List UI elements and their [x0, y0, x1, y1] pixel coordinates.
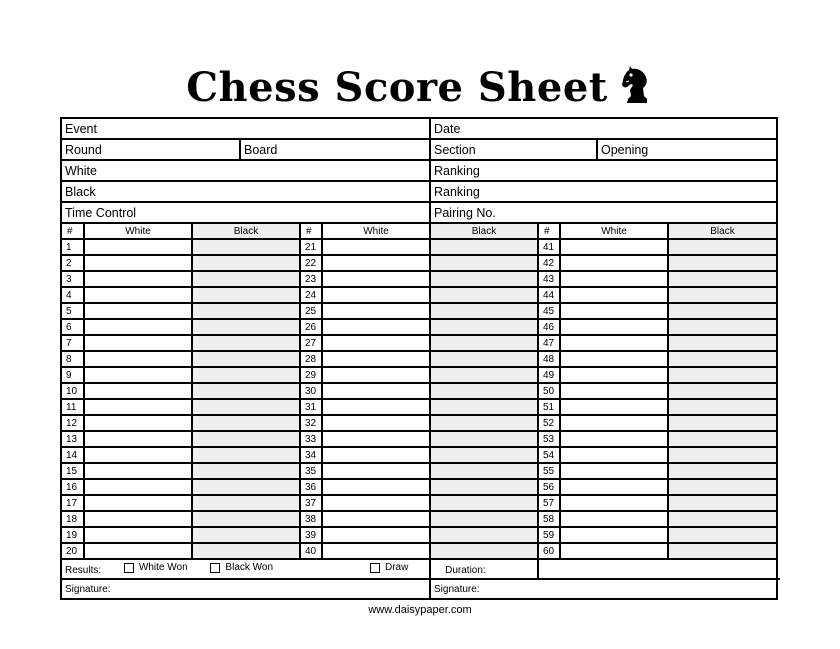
black-move-cell[interactable] [668, 255, 776, 271]
black-move-cell[interactable] [668, 287, 776, 303]
move-number-header: # [538, 224, 560, 239]
white-move-cell[interactable] [322, 255, 430, 271]
black-move-header: Black [430, 224, 538, 239]
move-number: 12 [62, 415, 84, 431]
move-row [62, 495, 776, 511]
white-move-cell[interactable] [322, 447, 430, 463]
white-move-cell[interactable] [84, 495, 192, 511]
black-move-cell[interactable] [192, 479, 300, 495]
board-field[interactable]: Board [240, 139, 430, 160]
black-move-cell[interactable] [192, 335, 300, 351]
white-move-cell[interactable] [322, 271, 430, 287]
move-number: 36 [300, 479, 322, 495]
event-field[interactable]: Event [62, 119, 430, 139]
page-title [0, 62, 840, 119]
white-move-cell[interactable] [322, 287, 430, 303]
white-move-cell[interactable] [84, 399, 192, 415]
black-move-cell[interactable] [430, 271, 538, 287]
white-move-cell[interactable] [560, 319, 668, 335]
move-number: 47 [538, 335, 560, 351]
black-move-cell[interactable] [192, 495, 300, 511]
white-move-cell[interactable] [84, 447, 192, 463]
white-move-cell[interactable] [322, 511, 430, 527]
move-row [62, 351, 776, 367]
move-number: 32 [300, 415, 322, 431]
chess-knight-icon [620, 66, 654, 119]
black-move-cell[interactable] [668, 383, 776, 399]
move-number: 16 [62, 479, 84, 495]
move-number: 38 [300, 511, 322, 527]
move-number: 41 [538, 239, 560, 255]
black-move-cell[interactable] [192, 367, 300, 383]
black-move-cell[interactable] [668, 271, 776, 287]
black-ranking-field[interactable]: Ranking [430, 181, 776, 202]
move-row [62, 319, 776, 335]
black-player-field[interactable]: Black [62, 181, 430, 202]
moves-header-row [62, 224, 776, 239]
black-move-cell[interactable] [430, 527, 538, 543]
black-move-cell[interactable] [668, 463, 776, 479]
white-ranking-field[interactable]: Ranking [430, 160, 776, 181]
white-move-cell[interactable] [560, 431, 668, 447]
move-number-header: # [62, 224, 84, 239]
white-move-cell[interactable] [560, 479, 668, 495]
black-move-cell[interactable] [192, 255, 300, 271]
move-number: 55 [538, 463, 560, 479]
white-move-cell[interactable] [84, 335, 192, 351]
move-number: 59 [538, 527, 560, 543]
move-number: 39 [300, 527, 322, 543]
black-move-cell[interactable] [430, 479, 538, 495]
white-move-cell[interactable] [322, 319, 430, 335]
white-move-cell[interactable] [560, 383, 668, 399]
move-number: 26 [300, 319, 322, 335]
black-move-cell[interactable] [668, 351, 776, 367]
white-move-cell[interactable] [84, 287, 192, 303]
black-move-cell[interactable] [192, 271, 300, 287]
move-number: 1 [62, 239, 84, 255]
move-number: 35 [300, 463, 322, 479]
white-move-cell[interactable] [84, 319, 192, 335]
black-move-cell[interactable] [192, 511, 300, 527]
white-move-cell[interactable] [322, 495, 430, 511]
move-row [62, 543, 776, 559]
black-move-cell[interactable] [192, 399, 300, 415]
white-move-header: White [560, 224, 668, 239]
white-move-cell[interactable] [84, 543, 192, 559]
move-number: 54 [538, 447, 560, 463]
white-move-cell[interactable] [84, 383, 192, 399]
move-number: 21 [300, 239, 322, 255]
white-move-cell[interactable] [560, 239, 668, 255]
black-won-checkbox[interactable] [210, 562, 273, 573]
white-move-cell[interactable] [322, 335, 430, 351]
move-row [62, 239, 776, 255]
black-move-header: Black [668, 224, 776, 239]
move-row [62, 527, 776, 543]
black-move-cell[interactable] [430, 543, 538, 559]
white-move-cell[interactable] [560, 351, 668, 367]
move-number: 2 [62, 255, 84, 271]
white-move-cell[interactable] [322, 367, 430, 383]
move-row [62, 399, 776, 415]
move-number: 37 [300, 495, 322, 511]
white-move-cell[interactable] [322, 543, 430, 559]
white-move-cell[interactable] [560, 255, 668, 271]
move-number: 10 [62, 383, 84, 399]
black-move-cell[interactable] [192, 287, 300, 303]
white-move-cell[interactable] [84, 239, 192, 255]
black-move-cell[interactable] [668, 543, 776, 559]
black-move-cell[interactable] [430, 447, 538, 463]
white-move-cell[interactable] [560, 303, 668, 319]
move-row [62, 415, 776, 431]
move-number: 40 [300, 543, 322, 559]
white-move-cell[interactable] [84, 351, 192, 367]
results-label: Results: [65, 564, 102, 576]
black-move-cell[interactable] [668, 431, 776, 447]
move-number: 45 [538, 303, 560, 319]
time-control-field[interactable]: Time Control [62, 202, 430, 223]
checkbox-icon [210, 563, 220, 573]
white-move-cell[interactable] [84, 511, 192, 527]
white-move-cell[interactable] [84, 479, 192, 495]
signature-table [62, 580, 780, 598]
black-move-cell[interactable] [430, 431, 538, 447]
opening-field[interactable]: Opening [597, 139, 776, 160]
white-move-cell[interactable] [84, 415, 192, 431]
move-row [62, 479, 776, 495]
white-move-header: White [322, 224, 430, 239]
move-number: 17 [62, 495, 84, 511]
white-move-cell[interactable] [322, 431, 430, 447]
move-number: 52 [538, 415, 560, 431]
move-number: 43 [538, 271, 560, 287]
white-move-cell[interactable] [322, 303, 430, 319]
black-move-cell[interactable] [192, 303, 300, 319]
black-won-label: Black Won [225, 562, 274, 574]
signature-right-field[interactable]: Signature: [434, 583, 480, 595]
black-move-cell[interactable] [192, 351, 300, 367]
move-number: 3 [62, 271, 84, 287]
results-table [62, 560, 780, 580]
checkbox-icon [370, 563, 380, 573]
move-number: 53 [538, 431, 560, 447]
move-number: 48 [538, 351, 560, 367]
white-move-cell[interactable] [84, 271, 192, 287]
black-move-cell[interactable] [192, 463, 300, 479]
score-sheet [60, 117, 778, 600]
move-number: 7 [62, 335, 84, 351]
black-move-cell[interactable] [430, 383, 538, 399]
move-number: 44 [538, 287, 560, 303]
game-info-table [62, 119, 776, 224]
move-number: 34 [300, 447, 322, 463]
white-move-cell[interactable] [84, 367, 192, 383]
white-move-cell[interactable] [322, 463, 430, 479]
black-move-cell[interactable] [430, 319, 538, 335]
checkbox-icon [124, 563, 134, 573]
move-row [62, 511, 776, 527]
black-move-header: Black [192, 224, 300, 239]
move-number: 18 [62, 511, 84, 527]
black-move-cell[interactable] [668, 399, 776, 415]
draw-checkbox[interactable] [370, 562, 408, 573]
move-number: 13 [62, 431, 84, 447]
move-number: 51 [538, 399, 560, 415]
white-move-cell[interactable] [560, 367, 668, 383]
move-number: 5 [62, 303, 84, 319]
move-number: 31 [300, 399, 322, 415]
black-move-cell[interactable] [430, 335, 538, 351]
move-number: 27 [300, 335, 322, 351]
duration-field[interactable] [538, 560, 780, 579]
white-move-cell[interactable] [560, 447, 668, 463]
black-move-cell[interactable] [430, 495, 538, 511]
move-number: 58 [538, 511, 560, 527]
white-move-cell[interactable] [560, 511, 668, 527]
move-number: 15 [62, 463, 84, 479]
white-move-cell[interactable] [322, 479, 430, 495]
black-move-cell[interactable] [430, 287, 538, 303]
duration-label: Duration: [445, 564, 486, 576]
move-number: 56 [538, 479, 560, 495]
move-row [62, 463, 776, 479]
black-move-cell[interactable] [668, 527, 776, 543]
white-move-cell[interactable] [560, 495, 668, 511]
black-move-cell[interactable] [192, 431, 300, 447]
move-row [62, 447, 776, 463]
white-move-cell[interactable] [84, 463, 192, 479]
white-move-cell[interactable] [560, 527, 668, 543]
move-number: 25 [300, 303, 322, 319]
white-move-cell[interactable] [560, 399, 668, 415]
white-move-cell[interactable] [322, 399, 430, 415]
black-move-cell[interactable] [668, 415, 776, 431]
move-number: 28 [300, 351, 322, 367]
black-move-cell[interactable] [192, 239, 300, 255]
moves-table [62, 224, 776, 560]
move-number: 9 [62, 367, 84, 383]
black-move-cell[interactable] [430, 351, 538, 367]
black-move-cell[interactable] [430, 399, 538, 415]
black-move-cell[interactable] [668, 367, 776, 383]
black-move-cell[interactable] [430, 415, 538, 431]
white-move-cell[interactable] [84, 255, 192, 271]
white-move-cell[interactable] [560, 543, 668, 559]
move-number: 11 [62, 399, 84, 415]
white-move-cell[interactable] [560, 415, 668, 431]
black-move-cell[interactable] [668, 303, 776, 319]
move-number: 29 [300, 367, 322, 383]
move-number: 20 [62, 543, 84, 559]
black-move-cell[interactable] [668, 319, 776, 335]
move-row [62, 303, 776, 319]
white-move-cell[interactable] [560, 287, 668, 303]
move-row [62, 335, 776, 351]
black-move-cell[interactable] [668, 495, 776, 511]
move-number: 23 [300, 271, 322, 287]
move-row [62, 431, 776, 447]
black-move-cell[interactable] [192, 415, 300, 431]
black-move-cell[interactable] [668, 239, 776, 255]
black-move-cell[interactable] [668, 479, 776, 495]
white-move-cell[interactable] [560, 271, 668, 287]
black-move-cell[interactable] [430, 239, 538, 255]
black-move-cell[interactable] [430, 367, 538, 383]
black-move-cell[interactable] [430, 463, 538, 479]
draw-cell [385, 560, 538, 579]
black-move-cell[interactable] [430, 511, 538, 527]
white-won-label: White Won [138, 562, 188, 574]
black-move-cell[interactable] [192, 319, 300, 335]
move-row [62, 383, 776, 399]
white-move-cell[interactable] [560, 463, 668, 479]
white-move-cell[interactable] [322, 351, 430, 367]
white-move-header: White [84, 224, 192, 239]
move-number: 33 [300, 431, 322, 447]
move-number: 46 [538, 319, 560, 335]
white-move-cell[interactable] [84, 431, 192, 447]
move-number: 50 [538, 383, 560, 399]
move-number: 19 [62, 527, 84, 543]
black-move-cell[interactable] [192, 527, 300, 543]
black-move-cell[interactable] [668, 335, 776, 351]
white-player-field[interactable]: White [62, 160, 430, 181]
black-move-cell[interactable] [192, 543, 300, 559]
move-number: 14 [62, 447, 84, 463]
draw-label: Draw [385, 562, 409, 574]
footer-url: www.daisypaper.com [368, 604, 472, 616]
black-move-cell[interactable] [192, 447, 300, 463]
white-move-cell[interactable] [322, 527, 430, 543]
white-move-cell[interactable] [84, 527, 192, 543]
signature-left-field[interactable]: Signature: [62, 580, 430, 598]
round-field[interactable]: Round [62, 139, 240, 160]
move-row [62, 287, 776, 303]
pairing-no-field[interactable]: Pairing No. [430, 202, 776, 223]
move-number: 4 [62, 287, 84, 303]
white-move-cell[interactable] [322, 415, 430, 431]
move-number: 57 [538, 495, 560, 511]
move-number: 42 [538, 255, 560, 271]
white-move-cell[interactable] [560, 335, 668, 351]
white-move-cell[interactable] [84, 303, 192, 319]
black-move-cell[interactable] [430, 303, 538, 319]
move-number: 49 [538, 367, 560, 383]
white-move-cell[interactable] [322, 239, 430, 255]
title-text: Chess Score Sheet [186, 64, 608, 111]
white-won-checkbox[interactable] [124, 562, 188, 573]
black-move-cell[interactable] [430, 255, 538, 271]
move-row [62, 271, 776, 287]
black-move-cell[interactable] [192, 383, 300, 399]
move-number: 8 [62, 351, 84, 367]
move-number: 6 [62, 319, 84, 335]
move-row [62, 255, 776, 271]
move-number: 22 [300, 255, 322, 271]
section-field[interactable]: Section [430, 139, 597, 160]
move-row [62, 367, 776, 383]
black-move-cell[interactable] [668, 447, 776, 463]
move-number: 24 [300, 287, 322, 303]
move-number: 30 [300, 383, 322, 399]
white-move-cell[interactable] [322, 383, 430, 399]
move-number: 60 [538, 543, 560, 559]
black-move-cell[interactable] [668, 511, 776, 527]
move-number-header: # [300, 224, 322, 239]
date-field[interactable]: Date [430, 119, 776, 139]
